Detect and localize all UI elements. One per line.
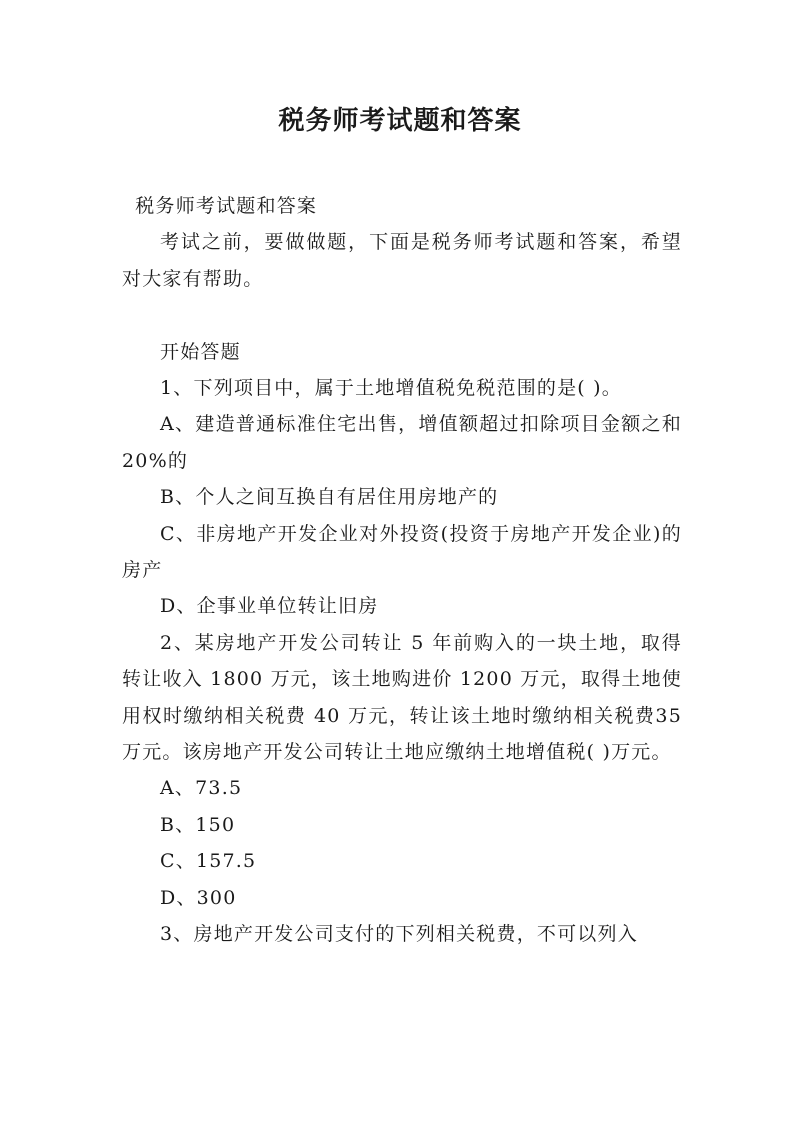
question-1-option-d: D、企事业单位转让旧房 xyxy=(160,595,379,618)
question-2-stem: 2、某房地产开发公司转让 5 年前购入的一块土地，取得转让收入 1800 万元，该土地购进价 1200 万元，取得土地使用权时缴纳相关税费 40 万元，转让该土地时缴纳相关税费35万元。该房地产开发公司转让土地应缴纳土地增值税( )万元。 xyxy=(122,631,682,764)
question-1-stem: 1、下列项目中，属于土地增值税免税范围的是( )。 xyxy=(160,377,622,400)
question-2-option-b: B、150 xyxy=(160,813,236,836)
start-label: 开始答题 xyxy=(160,340,241,363)
question-2-option-a: A、73.5 xyxy=(160,777,243,800)
intro-paragraph: 考试之前，要做做题，下面是税务师考试题和答案，希望对大家有帮助。 xyxy=(122,231,682,290)
question-2-option-c: C、157.5 xyxy=(160,850,257,873)
blank-line xyxy=(122,297,682,333)
question-3-stem: 3、房地产开发公司支付的下列相关税费，不可以列入 xyxy=(160,923,638,946)
question-1-option-c: C、非房地产开发企业对外投资(投资于房地产开发企业)的房产 xyxy=(122,522,682,582)
document-subtitle: 税务师考试题和答案 xyxy=(135,195,318,217)
document-body xyxy=(122,188,682,953)
question-1-option-a: A、建造普通标准住宅出售，增值额超过扣除项目金额之和 20%的 xyxy=(122,413,682,472)
question-2-option-d: D、300 xyxy=(160,886,237,909)
question-1-option-b: B、个人之间互换自有居住用房地产的 xyxy=(160,486,499,509)
document-title: 税务师考试题和答案 xyxy=(278,106,522,136)
